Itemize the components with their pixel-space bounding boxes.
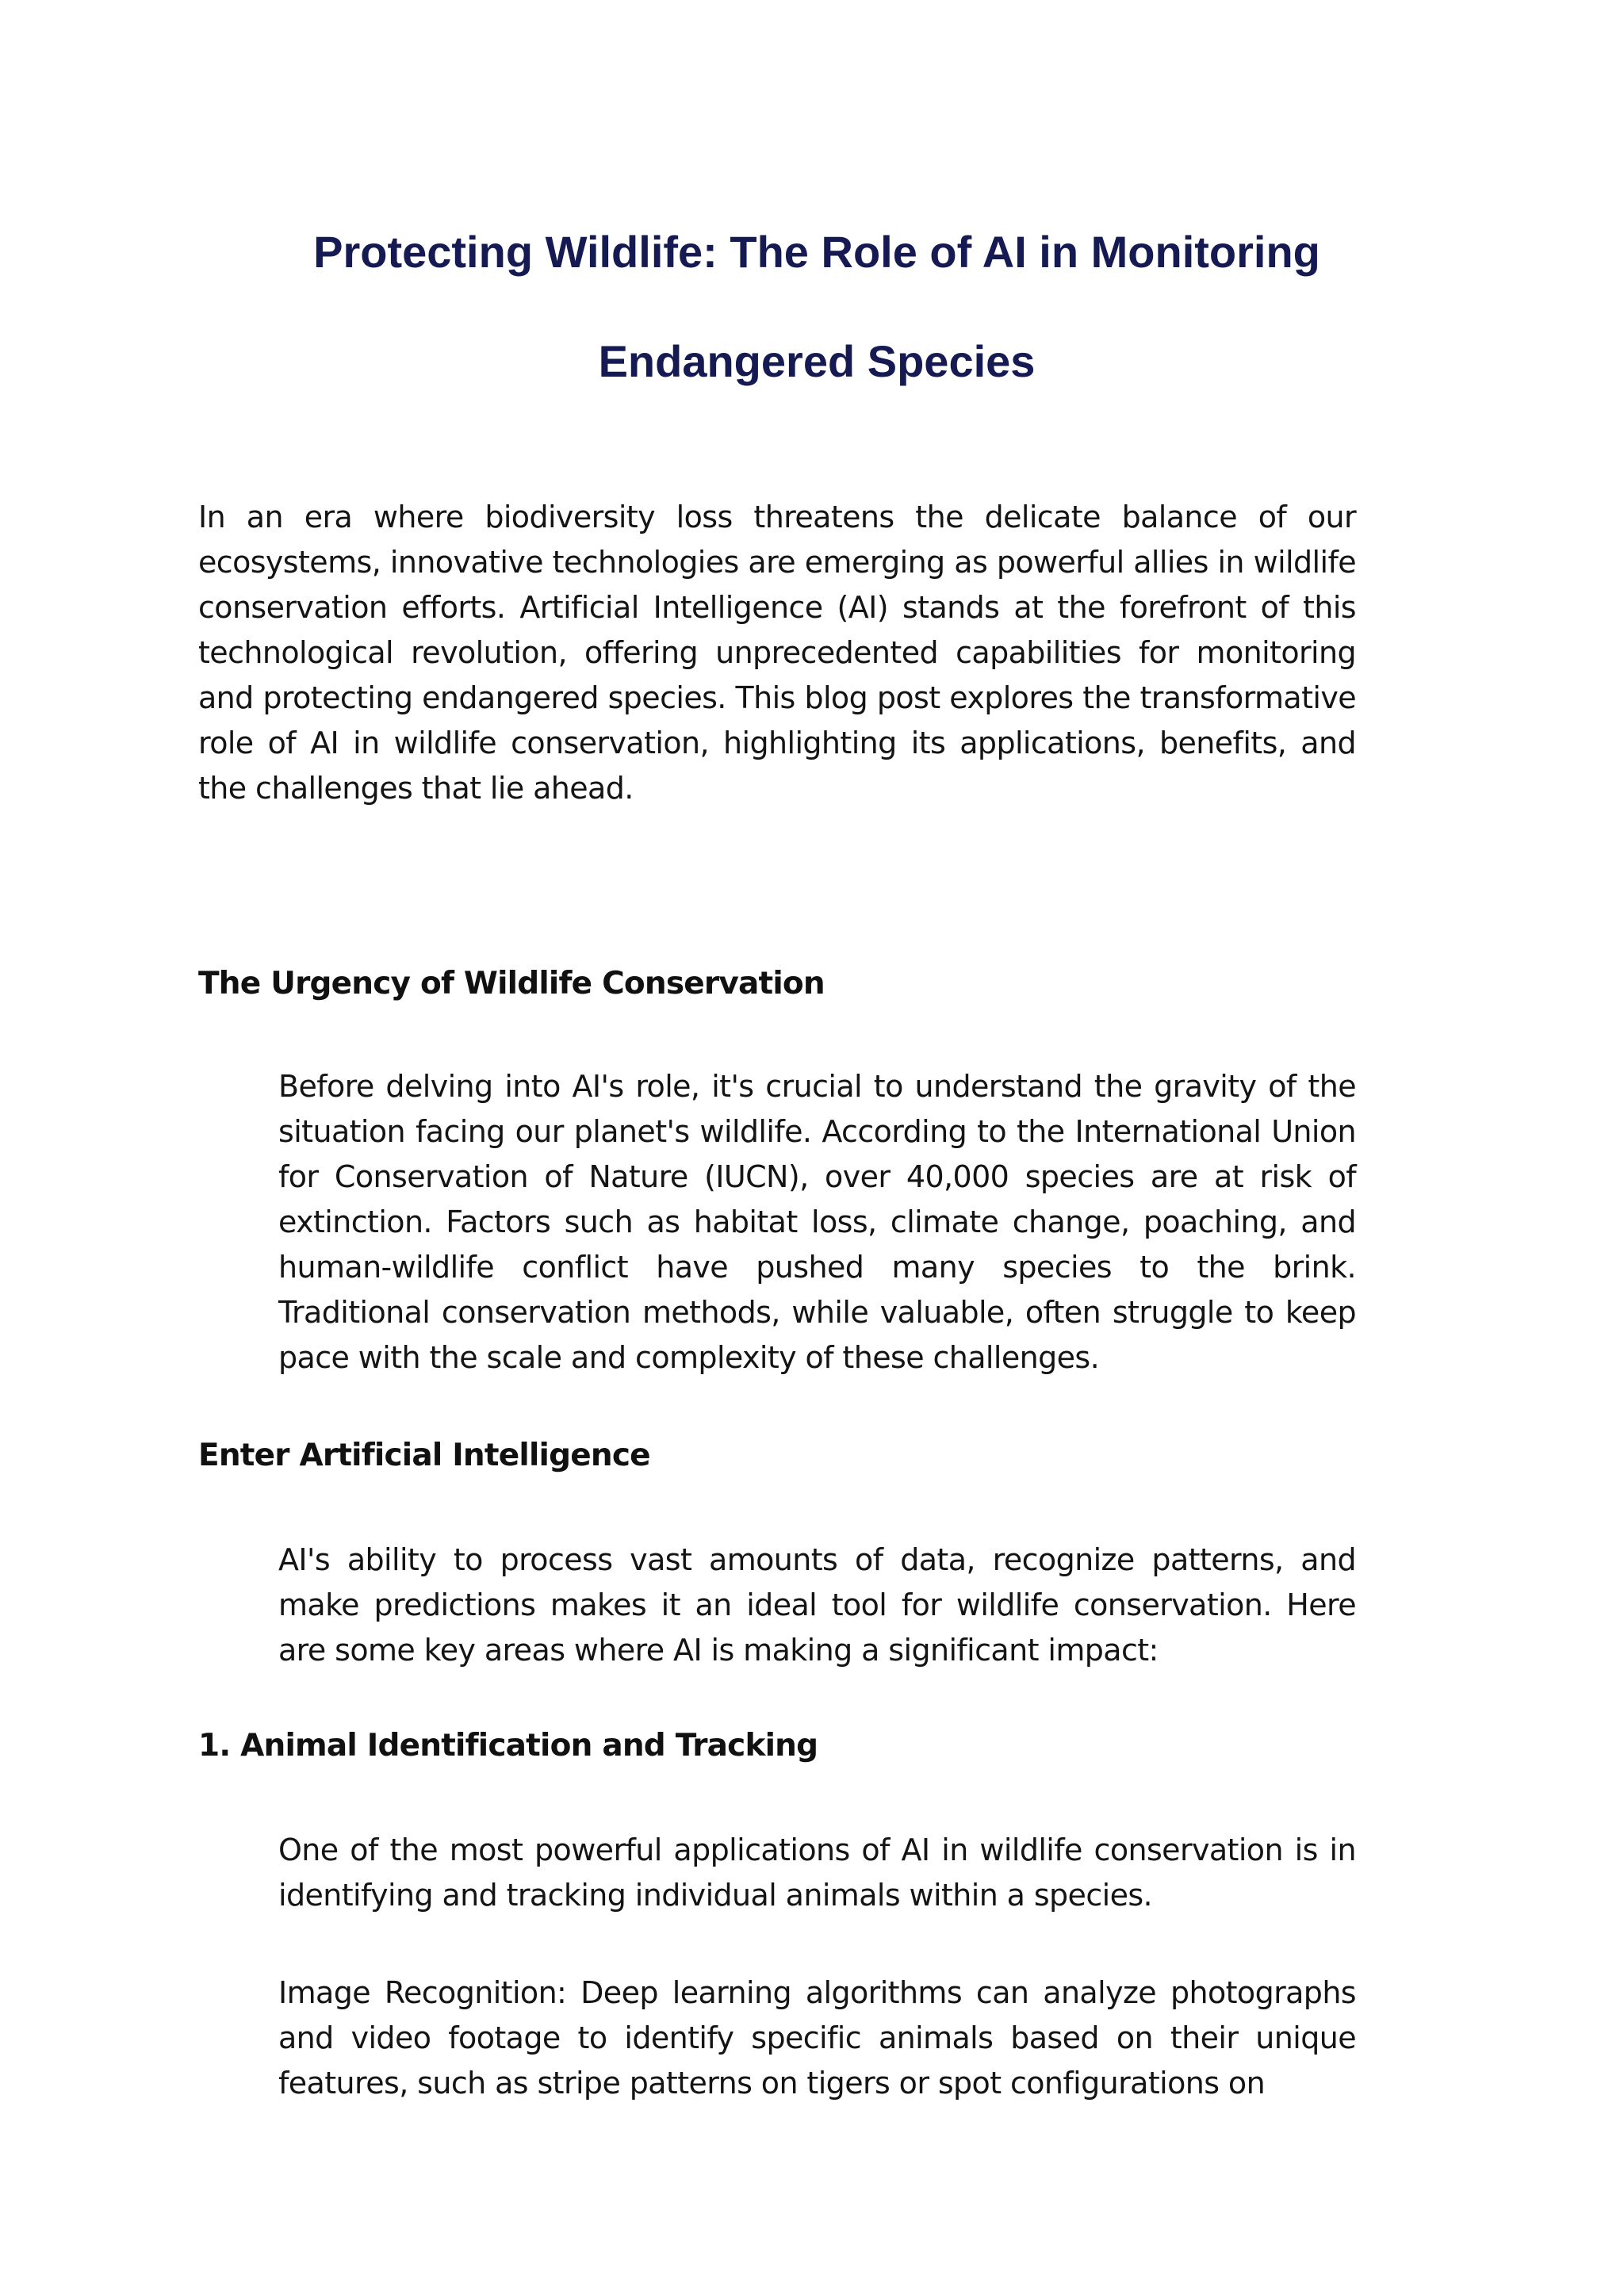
- section-heading-identification: 1. Animal Identification and Tracking: [198, 1728, 818, 1764]
- section-paragraph-urgency: Before delving into AI's role, it's crucial to understand the gravity of the situation facing our planet's wildlife. According to the International Union for Conservation of Nature (IUCN), over 40,000 species are at risk of extinction. Factors such as habitat loss, climate change, poaching, and human-wildlife conflict have pushed many species to the brink. Traditional conservation methods, while valuable, often struggle to keep pace with the scale and complexity of these challenges.: [278, 1069, 1356, 1375]
- page-title-line-2: Endangered Species: [598, 336, 1036, 386]
- page-title-line-1: Protecting Wildlife: The Role of AI in Monitoring: [313, 227, 1320, 277]
- section-paragraph-identification: One of the most powerful applications of AI in wildlife conservation is in identifying and tracking individual animals within a species.: [278, 1833, 1356, 1913]
- section-heading-urgency: The Urgency of Wildlife Conservation: [198, 966, 825, 1001]
- section-paragraph-image-recognition: Image Recognition: Deep learning algorithms can analyze photographs and video footage to identify specific animals based on their unique features, such as stripe patterns on tigers or spot configurations on: [278, 1975, 1356, 2101]
- section-heading-enter-ai: Enter Artificial Intelligence: [198, 1438, 650, 1473]
- section-paragraph-enter-ai: AI's ability to process vast amounts of data, recognize patterns, and make predictions makes it an ideal tool for wildlife conservation. Here are some key areas where AI is making a significant impact:: [278, 1542, 1356, 1668]
- intro-paragraph: In an era where biodiversity loss threatens the delicate balance of our ecosystems, innovative technologies are emerging as powerful allies in wildlife conservation efforts. Artificial Intelligence (AI) stands at the forefront of this technological revolution, offering unprecedented capabilities for monitoring and protecting endangered species. This blog post explores the transformative role of AI in wildlife conservation, highlighting its applications, benefits, and the challenges that lie ahead.: [198, 500, 1356, 806]
